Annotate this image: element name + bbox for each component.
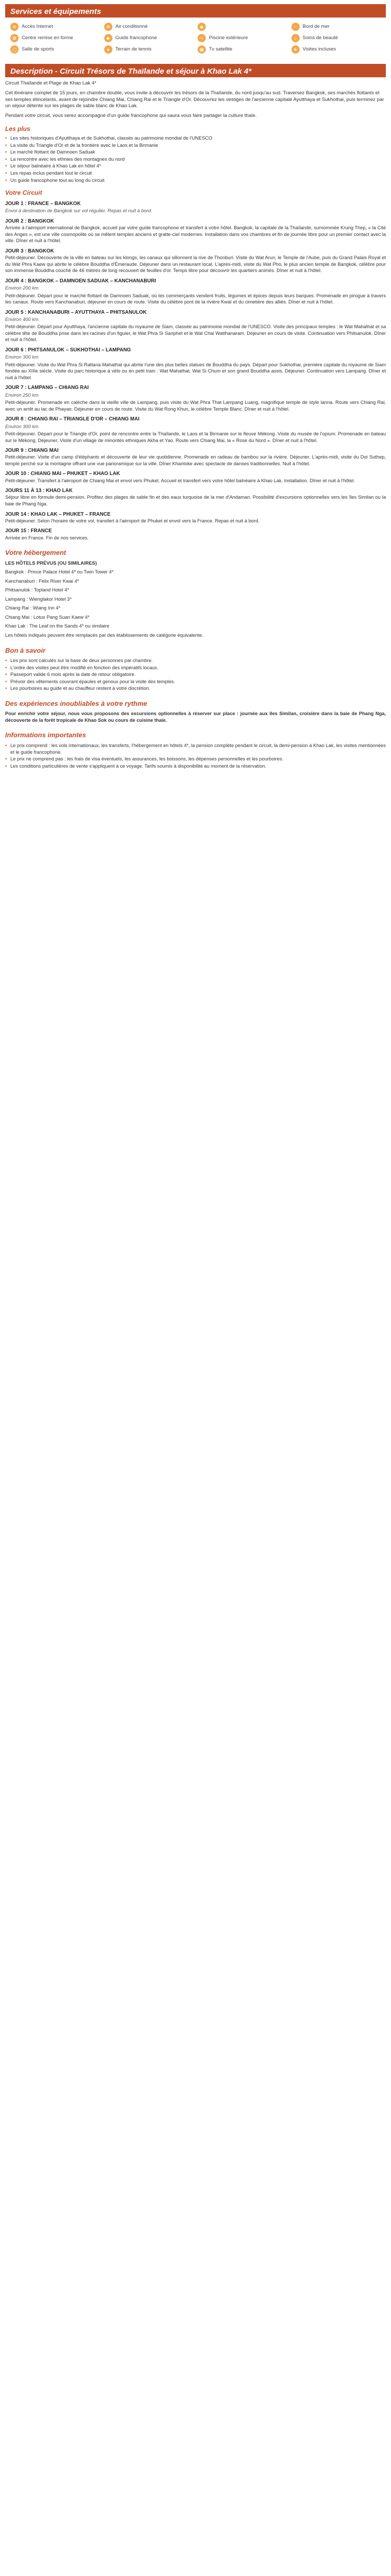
bar-icon: ◆ bbox=[198, 23, 206, 31]
service-item bbox=[10, 23, 100, 31]
highlight-item: • Les sites historiques d'Ayutthaya et de Sukhothai, classés au patrimoine mondial de l'UNESCO bbox=[5, 135, 386, 142]
info-item: • Le prix ne comprend pas : les frais de visa éventuels, les assurances, les boissons, les dépenses personnelles et les pourboires. bbox=[5, 756, 386, 762]
day-title: JOUR 10 : CHIANG MAI – PHUKET – KHAO LAK bbox=[5, 471, 120, 477]
day-title: JOUR 3 : BANGKOK bbox=[5, 248, 54, 254]
day-title: JOUR 1 : FRANCE – BANGKOK bbox=[5, 201, 81, 207]
day-text: Arrivée à l'aéroport international de Bangkok, accueil par votre guide francophone et transfert à votre hôtel. Bangkok, la capitale de la Thaïlande, surnommée Krung Thep, « la Cité des Anges », est une ville cosmopolite où se mêlent temples anciens et gratte-ciel modernes. Installation dans vos chambres et fin de journée libre pour un premier contact avec la ville. Dîner et nuit à l'hôtel. bbox=[5, 225, 386, 244]
itinerary-title: Votre Circuit bbox=[5, 189, 42, 197]
day-text: Petit-déjeuner. Visite du Wat Phra Si Rattana Mahathat qui abrite l'une des plus belles statues de Bouddha du pays. Départ pour Sukhothai, première capitale du royaume de Siam fondée au XIIIe siècle. Visite du parc historique à vélo ou en petit train : Wat Mahathat, Wat Si Chum et son grand Bouddha assis. Déjeuner. Continuation vers Lampang. Dîner et nuit à l'hôtel. bbox=[5, 362, 386, 380]
visit-icon: ★ bbox=[291, 45, 300, 54]
aircon-icon: ❄ bbox=[104, 23, 112, 31]
day-title: JOUR 8 : CHIANG RAI – TRIANGLE D'OR – CHIANG MAI bbox=[5, 416, 140, 422]
day-meta: Environ 300 km bbox=[5, 354, 39, 360]
service-label: Piscine extérieure bbox=[209, 35, 248, 41]
services-grid bbox=[5, 21, 386, 59]
hotel-line: Lampang : Wienglakor Hotel 3* bbox=[5, 596, 72, 602]
guide-icon: ☻ bbox=[104, 34, 112, 42]
tv-icon: ▣ bbox=[198, 45, 206, 54]
highlight-item: • Le marché flottant de Damnoen Saduak bbox=[5, 149, 386, 156]
day-text: Arrivée en France. Fin de nos services. bbox=[5, 535, 89, 540]
highlight-item: • Le séjour balnéaire à Khao Lak en hôtel 4* bbox=[5, 163, 386, 170]
service-item bbox=[10, 45, 100, 54]
info-list bbox=[5, 742, 386, 769]
highlight-item: • La rencontre avec les ethnies des montagnes du nord bbox=[5, 156, 386, 163]
service-item bbox=[10, 34, 100, 42]
highlights-list bbox=[5, 135, 386, 183]
service-label: Tv satellite bbox=[209, 46, 233, 52]
description-intro bbox=[5, 80, 386, 120]
itinerary-list bbox=[5, 200, 386, 541]
info-item: • Le prix comprend : les vols internationaux, les transferts, l'hébergement en hôtels 4*, la pension complète pendant le circuit, la demi-pension à Khao Lak, les visites mentionnées et le guide francophone. bbox=[5, 742, 386, 755]
day-text: Petit-déjeuner. Transfert à l'aéroport de Chiang Mai et envol vers Phuket. Accueil et transfert vers votre hôtel balnéaire à Khao Lak. Installation. Dîner et nuit à l'hôtel. bbox=[5, 478, 355, 483]
good-to-know-title: Bon à savoir bbox=[5, 646, 46, 654]
day-meta: Environ 250 km bbox=[5, 392, 39, 398]
good-to-know-item: • Passeport valide 6 mois après la date de retour obligatoire. bbox=[5, 671, 386, 678]
day-title: JOUR 9 : CHIANG MAI bbox=[5, 448, 59, 454]
intro-paragraph: Circuit Thaïlande et Plage de Khao Lak 4* bbox=[5, 80, 96, 86]
hotel-line: Les hôtels indiqués peuvent être remplacés par des établissements de catégorie équivalente. bbox=[5, 632, 203, 638]
hotel-line: Chiang Rai : Wiang Inn 4* bbox=[5, 605, 60, 611]
day-text: Petit-déjeuner. Départ pour le marché flottant de Damnoen Saduak, où les commerçants vendent fruits, légumes et épices depuis leurs barques. Promenade en pirogue à travers les canaux. Route vers Kanchanaburi, déjeuner en cours de route. Visite du célèbre pont de la rivière Kwaï et du cimetière des alliés. Dîner et nuit à l'hôtel. bbox=[5, 293, 386, 305]
wifi-icon: ≋ bbox=[10, 23, 19, 31]
wellness-icon: ✿ bbox=[10, 34, 19, 42]
hotel-list bbox=[5, 560, 386, 639]
good-to-know-list bbox=[5, 657, 386, 692]
service-label: Soins de beauté bbox=[302, 35, 338, 41]
hotel-title: Votre hébergement bbox=[5, 549, 66, 557]
service-item bbox=[291, 45, 381, 54]
highlight-item: • Les repas inclus pendant tout le circuit bbox=[5, 170, 386, 177]
highlight-item: • Un guide francophone tout au long du circuit bbox=[5, 177, 386, 184]
hotel-line: Khao Lak : The Leaf on the Sands 4* ou similaire bbox=[5, 623, 109, 629]
day-meta: Environ 400 km bbox=[5, 316, 39, 322]
day-meta: Environ 200 km bbox=[5, 285, 39, 291]
day-text: Petit-déjeuner. Découverte de la ville en bateau sur les klongs, les canaux qui sillonnent la rive de Thonburi. Visite du Wat Arun, le Temple de l'Aube, puis du Grand Palais Royal et du Wat Phra Kaew qui abrite le célèbre Bouddha d'Émeraude. Déjeuner dans un restaurant local. L'après-midi, visite du Wat Pho, le plus ancien temple de Bangkok, célèbre pour son immense Bouddha couché de 46 mètres de long recouvert de feuilles d'or. Temps libre pour découvrir les quartiers animés. Dîner et nuit à l'hôtel. bbox=[5, 255, 386, 274]
spa-icon: ☼ bbox=[291, 34, 300, 42]
excursions-text: Pour enrichir votre séjour, nous vous proposons des excursions optionnelles à réserver sur place : journée aux îles Similan, croisière dans la baie de Phang Nga, découverte de la forêt tropicale de Khao Sok ou cours de cuisine thaïe. bbox=[5, 711, 386, 723]
tennis-icon: ● bbox=[104, 45, 112, 54]
day-title: JOUR 2 : BANGKOK bbox=[5, 218, 54, 225]
description-title: Description - Circuit Trésors de Thaïlande et séjour à Khao Lak 4* bbox=[5, 64, 386, 77]
good-to-know-item: • Prévoir des vêtements couvrant épaules et genoux pour la visite des temples. bbox=[5, 679, 386, 685]
day-title: JOUR 15 : FRANCE bbox=[5, 528, 52, 534]
services-title: Services et équipements bbox=[5, 4, 386, 18]
service-label: Guide francophone bbox=[115, 35, 157, 41]
service-label: Visites incluses bbox=[302, 46, 336, 52]
day-title: JOUR 7 : LAMPANG – CHIANG RAI bbox=[5, 385, 89, 391]
sea-icon: ~ bbox=[291, 23, 300, 31]
day-title: JOUR 6 : PHITSANULOK – SUKHOTHAI – LAMPANG bbox=[5, 347, 131, 353]
day-meta: Environ 300 km bbox=[5, 423, 39, 429]
good-to-know-item: • Les pourboires au guide et au chauffeur restent à votre discrétion. bbox=[5, 685, 386, 692]
excursions-title: Des expériences inoubliables à votre rythme bbox=[5, 699, 148, 707]
service-item bbox=[104, 45, 194, 54]
day-title: JOUR 14 : KHAO LAK – PHUKET – FRANCE bbox=[5, 511, 111, 517]
hotel-line: Kanchanaburi : Felix River Kwai 4* bbox=[5, 578, 79, 584]
service-label: Salle de sports bbox=[22, 46, 54, 52]
hotel-line: Chiang Mai : Lotus Pang Suan Kaew 4* bbox=[5, 614, 90, 620]
day-title: JOURS 11 À 13 : KHAO LAK bbox=[5, 488, 73, 494]
day-text: Petit-déjeuner. Départ pour Ayutthaya, l'ancienne capitale du royaume de Siam, classée au patrimoine mondial de l'UNESCO. Visite des principaux temples : le Wat Mahathat et sa célèbre tête de Bouddha prise dans les racines d'un figuier, le Wat Phra Si Sanphet et le Wat Chai Watthanaram. Déjeuner en cours de visite. Continuation vers Phitsanulok. Dîner et nuit à l'hôtel. bbox=[5, 324, 386, 343]
hotel-line: LES HÔTELS PRÉVUS (OU SIMILAIRES) bbox=[5, 560, 97, 566]
service-label: Bord de mer bbox=[302, 23, 330, 29]
day-text: Petit-déjeuner. Selon l'horaire de votre vol, transfert à l'aéroport de Phuket et envol vers la France. Repas et nuit à bord. bbox=[5, 518, 259, 523]
good-to-know-item: • L'ordre des visites peut être modifié en fonction des impératifs locaux. bbox=[5, 665, 386, 671]
service-item bbox=[104, 23, 194, 31]
highlights-title: Les plus bbox=[5, 125, 30, 133]
day-text: Petit-déjeuner. Promenade en calèche dans la vieille ville de Lampang, puis visite du Wat Phra That Lampang Luang, magnifique temple de style lanna. Route vers Chiang Rai, avec un arrêt au lac de Phayao. Déjeuner en cours de route. Visite du Wat Rong Khun, le célèbre Temple Blanc. Dîner et nuit à l'hôtel. bbox=[5, 400, 386, 412]
service-item bbox=[198, 23, 287, 31]
service-item bbox=[198, 45, 287, 54]
good-to-know-item: • Les prix sont calculés sur la base de deux personnes par chambre. bbox=[5, 657, 386, 664]
service-item bbox=[198, 34, 287, 42]
day-text: Petit-déjeuner. Départ pour le Triangle d'Or, point de rencontre entre la Thaïlande, le Laos et la Birmanie sur le fleuve Mékong. Visite du musée de l'opium. Promenade en bateau sur le Mékong. Déjeuner. Visite d'un village de minorités ethniques Akha et Yao. Route vers Chiang Mai, la « Rose du Nord ». Dîner et nuit à l'hôtel. bbox=[5, 431, 386, 443]
service-item bbox=[291, 23, 381, 31]
service-label: Accès Internet bbox=[22, 23, 53, 29]
day-title: JOUR 4 : BANGKOK – DAMNOEN SADUAK – KANCHANABURI bbox=[5, 278, 156, 284]
highlight-item: • La visite du Triangle d'Or et de la frontière avec le Laos et la Birmanie bbox=[5, 142, 386, 149]
service-item bbox=[104, 34, 194, 42]
day-text: Petit-déjeuner. Visite d'un camp d'éléphants et découverte de leur vie quotidienne. Promenade en radeau de bambou sur la rivière. Déjeuner. L'après-midi, visite du Doi Suthep, temple perché sur la montagne offrant une vue panoramique sur la ville. Dîner Khantoke avec spectacle de danses traditionnelles. Nuit à l'hôtel. bbox=[5, 454, 386, 466]
service-label: Air conditionné bbox=[115, 23, 148, 29]
info-item: • Les conditions particulières de vente s'appliquent à ce voyage. Tarifs soumis à disponibilité au moment de la réservation. bbox=[5, 763, 386, 770]
page bbox=[0, 0, 391, 782]
day-text: Séjour libre en formule demi-pension. Profitez des plages de sable fin et des eaux turquoise de la mer d'Andaman. Possibilité d'excursions optionnelles vers les îles Similan ou la baie de Phang Nga. bbox=[5, 495, 386, 506]
info-title: Informations importantes bbox=[5, 731, 86, 739]
service-label: Terrain de tennis bbox=[115, 46, 152, 52]
intro-paragraph: Pendant votre circuit, vous serez accompagné d'un guide francophone qui saura vous faire partager la culture thaïe. bbox=[5, 113, 257, 119]
service-item bbox=[291, 34, 381, 42]
intro-paragraph: Cet itinéraire complet de 15 jours, en chambre double, vous invite à découvrir les trésors de la Thaïlande, du nord jusqu'au sud. Traversez Bangkok, ses marchés flottants et ses temples étincelants, avant de rejoindre Chiang Mai, Chiang Rai et le Triangle d'Or. Découvrez les vestiges de l'ancienne capitale Ayutthaya et Sukhothai, puis terminez par un séjour détente sur les plages de sable blanc de Khao Lak. bbox=[5, 90, 384, 109]
service-label: Centre remise en forme bbox=[22, 35, 73, 41]
pool-icon: ≈ bbox=[198, 34, 206, 42]
day-meta: Envol à destination de Bangkok sur vol régulier. Repas et nuit à bord. bbox=[5, 208, 152, 214]
hotel-line: Bangkok : Prince Palace Hotel 4* ou Twin Tower 4* bbox=[5, 569, 113, 575]
bath-icon: ▢ bbox=[10, 45, 19, 54]
day-title: JOUR 5 : KANCHANABURI – AYUTTHAYA – PHITSANULOK bbox=[5, 309, 147, 315]
hotel-line: Phitsanulok : Topland Hotel 4* bbox=[5, 587, 69, 593]
